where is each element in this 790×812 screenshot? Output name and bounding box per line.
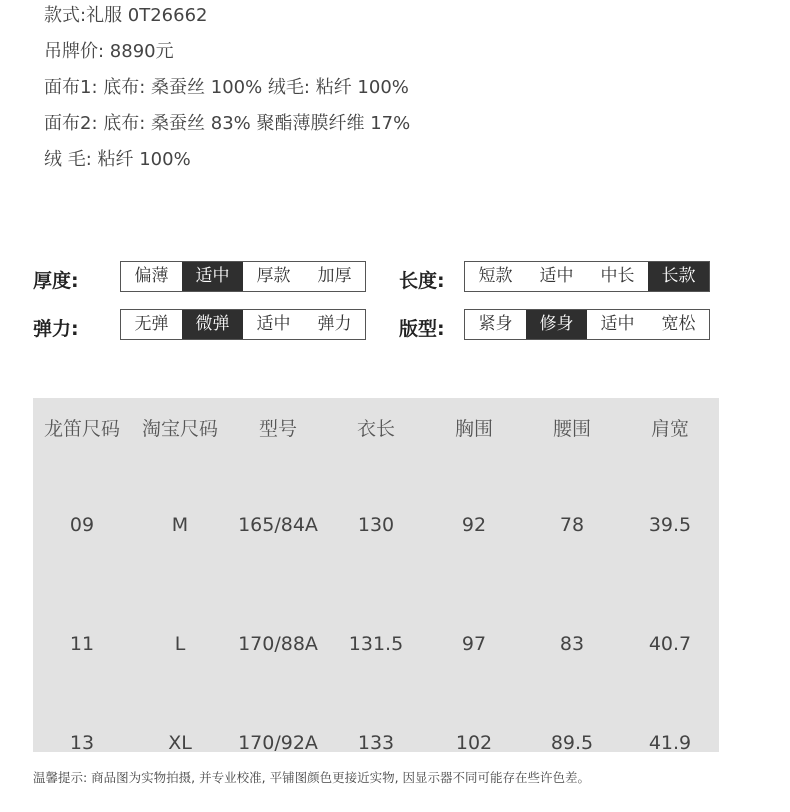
table-cell: 170/88A	[238, 632, 318, 655]
table-cell: 40.7	[648, 632, 692, 655]
table-cell: 97	[461, 632, 487, 655]
elasticity-options	[120, 309, 366, 340]
length-option-selected: 长款	[648, 262, 709, 291]
elasticity-label: 弹力:	[33, 318, 79, 340]
table-cell: 78	[559, 514, 585, 536]
fleece-line: 绒 毛: 粘纤 100%	[44, 149, 191, 170]
elasticity-option: 弹力	[317, 314, 352, 334]
length-option: 短款	[478, 266, 513, 286]
thickness-option: 偏薄	[134, 266, 169, 286]
table-header-row	[33, 398, 719, 456]
table-cell: 83	[559, 632, 585, 655]
column-header: 胸围	[454, 417, 493, 440]
thickness-option: 厚款	[256, 266, 291, 286]
fabric1-line: 面布1: 底布: 桑蚕丝 100% 绒毛: 粘纤 100%	[44, 77, 409, 98]
table-cell: 165/84A	[238, 514, 318, 536]
table-row	[33, 594, 719, 693]
length-option: 适中	[539, 266, 574, 286]
table-cell: 41.9	[648, 731, 692, 754]
table-cell: 170/92A	[238, 731, 318, 754]
table-cell: XL	[168, 731, 192, 754]
table-cell: M	[171, 514, 189, 536]
column-header: 衣长	[356, 417, 395, 440]
column-header: 肩宽	[650, 417, 689, 440]
fit-options	[464, 309, 710, 340]
product-info	[44, 2, 410, 182]
footnote: 温馨提示: 商品图为实物拍摄, 并专业校准, 平铺图颜色更接近实物, 因显示器不同可能存在些许色差。	[33, 770, 591, 785]
fit-option: 紧身	[478, 314, 513, 334]
fabric2-line: 面布2: 底布: 桑蚕丝 83% 聚酯薄膜纤维 17%	[44, 113, 411, 134]
table-cell: 11	[69, 632, 95, 655]
fit-option: 宽松	[661, 314, 696, 334]
fit-label: 版型:	[399, 318, 445, 340]
table-cell: 09	[69, 514, 95, 536]
length-option: 中长	[600, 266, 635, 286]
table-cell: 133	[357, 731, 395, 754]
elasticity-option-selected: 微弹	[182, 310, 243, 339]
fit-option-selected: 修身	[526, 310, 587, 339]
thickness-label: 厚度:	[33, 270, 79, 292]
tag-price-line: 吊牌价: 8890元	[44, 41, 174, 62]
length-label: 长度:	[399, 270, 445, 292]
style-line: 款式:礼服 0T26662	[44, 5, 208, 26]
column-header: 型号	[258, 417, 297, 440]
table-cell: 130	[357, 514, 395, 536]
table-cell: 89.5	[550, 731, 594, 754]
table-cell: 39.5	[648, 514, 692, 536]
table-cell: 131.5	[348, 632, 404, 655]
column-header: 淘宝尺码	[141, 417, 218, 440]
table-cell: 102	[455, 731, 493, 754]
elasticity-option: 适中	[256, 314, 291, 334]
table-cell: 13	[69, 731, 95, 754]
elasticity-option: 无弹	[134, 314, 169, 334]
length-options	[464, 261, 710, 292]
table-cell: L	[174, 632, 186, 655]
column-header: 龙笛尺码	[43, 417, 120, 440]
thickness-options	[120, 261, 366, 292]
thickness-option: 加厚	[317, 266, 352, 286]
table-row	[33, 456, 719, 594]
size-table	[33, 398, 719, 752]
fit-option: 适中	[600, 314, 635, 334]
table-cell: 92	[461, 514, 487, 536]
thickness-option-selected: 适中	[182, 262, 243, 291]
column-header: 腰围	[552, 417, 591, 440]
